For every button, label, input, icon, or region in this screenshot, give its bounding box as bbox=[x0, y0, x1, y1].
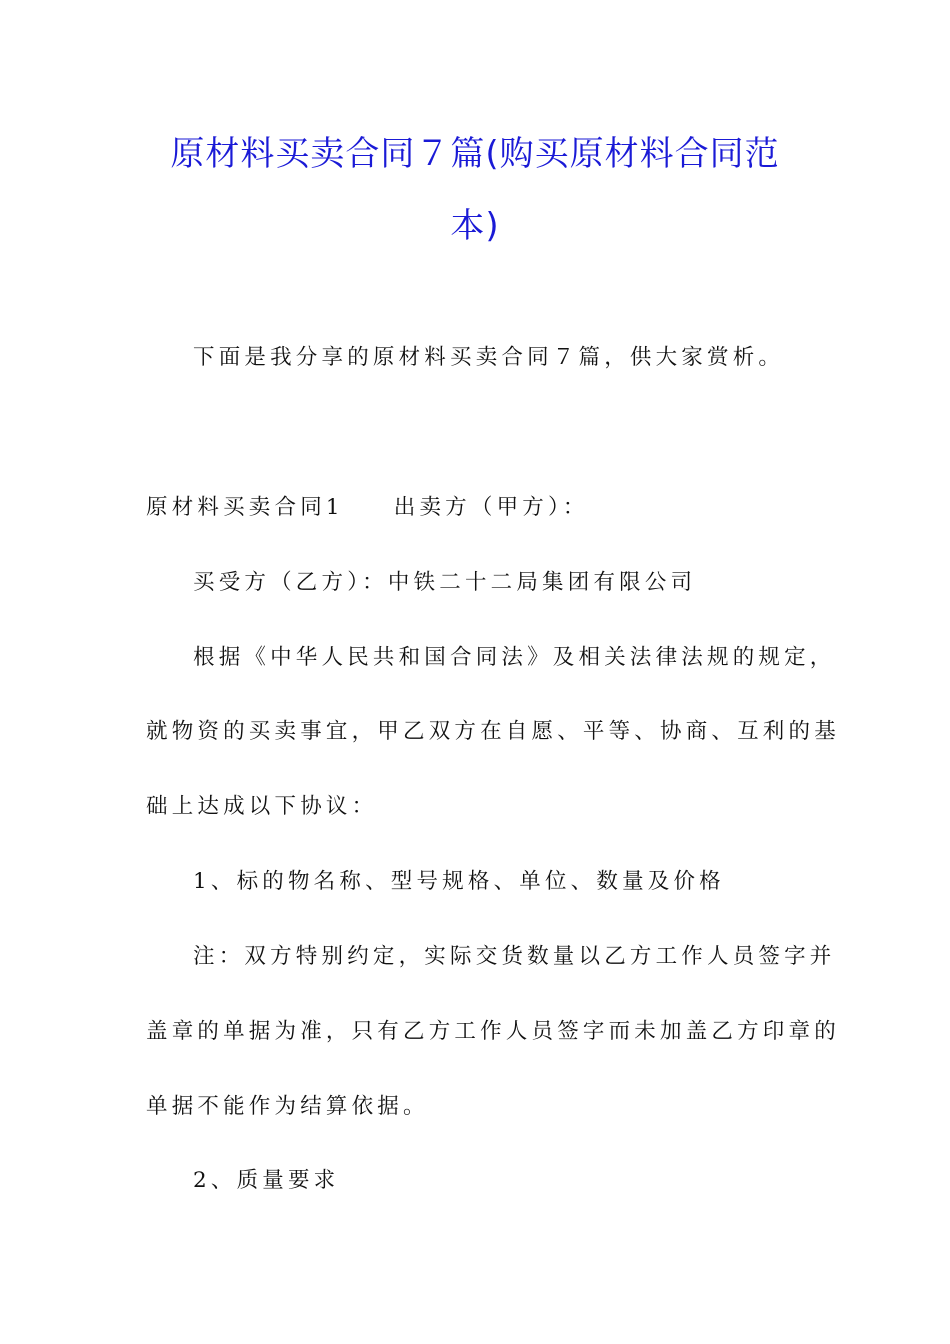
buyer-line: 买受方（乙方）：中铁二十二局集团有限公司 bbox=[193, 570, 697, 595]
document-title-line-2: 本) bbox=[450, 206, 500, 246]
intro-paragraph: 下面是我分享的原材料买卖合同７篇，供大家赏析。 bbox=[193, 345, 785, 370]
note-line-1: 注：双方特别约定，实际交货数量以乙方工作人员签字并 bbox=[193, 944, 836, 969]
document-title-line-1: 原材料买卖合同７篇(购买原材料合同范 bbox=[170, 134, 780, 174]
item-1-heading: 1、标的物名称、型号规格、单位、数量及价格 bbox=[193, 869, 725, 894]
note-line-2: 盖章的单据为准，只有乙方工作人员签字而未加盖乙方印章的 bbox=[146, 1019, 840, 1044]
section-heading-line bbox=[146, 493, 589, 523]
section-heading: 原材料买卖合同1 bbox=[146, 495, 344, 520]
note-line-3: 单据不能作为结算依据。 bbox=[146, 1094, 429, 1119]
paragraph-1-line-2: 就物资的买卖事宜，甲乙双方在自愿、平等、协商、互利的基 bbox=[146, 719, 840, 744]
paragraph-1-line-3: 础上达成以下协议： bbox=[146, 794, 378, 819]
seller-label: 出卖方（甲方）： bbox=[393, 495, 589, 520]
item-2-heading: 2、质量要求 bbox=[193, 1168, 340, 1193]
paragraph-1-line-1: 根据《中华人民共和国合同法》及相关法律法规的规定， bbox=[193, 645, 836, 670]
